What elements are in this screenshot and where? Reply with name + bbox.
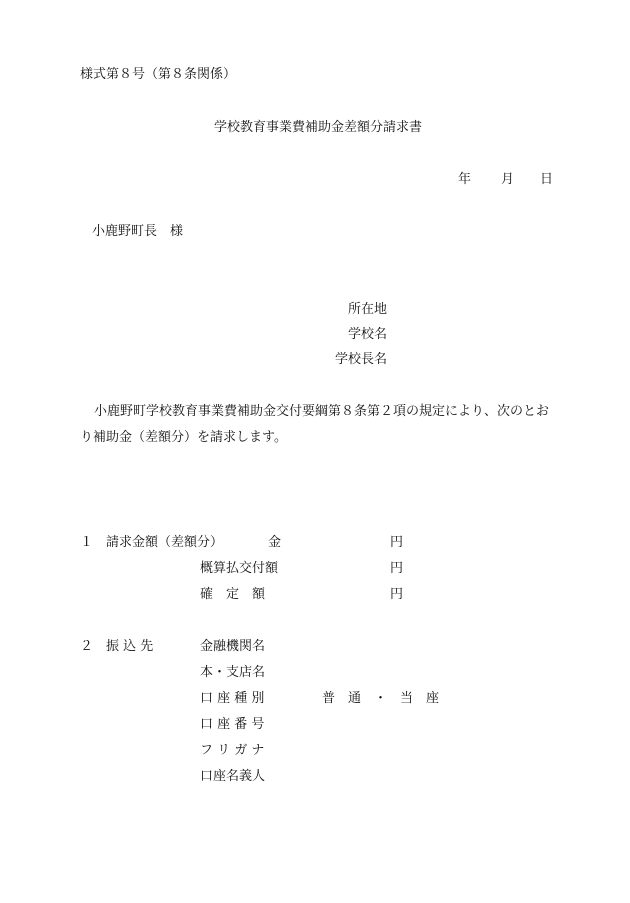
- furigana-label: フ リ ガ ナ: [200, 743, 265, 758]
- date-day-label: 日: [540, 172, 554, 187]
- account-type-label: 口 座 種 別: [200, 691, 265, 706]
- section1-number: １: [80, 535, 94, 550]
- body-text-line-1: 小鹿野町学校教育事業費補助金交付要綱第８条第２項の規定により、次のとお: [94, 404, 550, 419]
- advance-payment-unit: 円: [390, 561, 404, 576]
- form-number: 様式第８号（第８条関係）: [80, 67, 237, 82]
- branch-name-label: 本・支店名: [200, 665, 266, 680]
- body-text-line-2: り補助金（差額分）を請求します。: [80, 430, 287, 445]
- section1-heading: 請求金額（差額分）: [106, 535, 224, 550]
- advance-payment-label: 概算払交付額: [200, 561, 279, 576]
- sender-location-label: 所在地: [348, 302, 388, 317]
- section2-heading: 振 込 先: [106, 639, 154, 654]
- section2-number: ２: [80, 639, 94, 654]
- date-month-label: 月: [501, 172, 515, 187]
- account-number-label: 口 座 番 号: [200, 717, 265, 732]
- account-type-options: 普 通 ・ 当 座: [322, 691, 440, 706]
- amount-unit: 円: [390, 535, 404, 550]
- bank-name-label: 金融機関名: [200, 639, 266, 654]
- document-title: 学校教育事業費補助金差額分請求書: [214, 120, 423, 135]
- account-holder-label: 口座名義人: [200, 769, 266, 784]
- amount-label: 金: [268, 535, 282, 550]
- confirmed-amount-label: 確 定 額: [200, 587, 266, 602]
- date-year-label: 年: [458, 172, 472, 187]
- confirmed-amount-unit: 円: [390, 587, 404, 602]
- sender-school-name-label: 学校名: [348, 327, 388, 342]
- addressee: 小鹿野町長 様: [92, 224, 184, 239]
- sender-principal-label: 学校長名: [335, 352, 388, 367]
